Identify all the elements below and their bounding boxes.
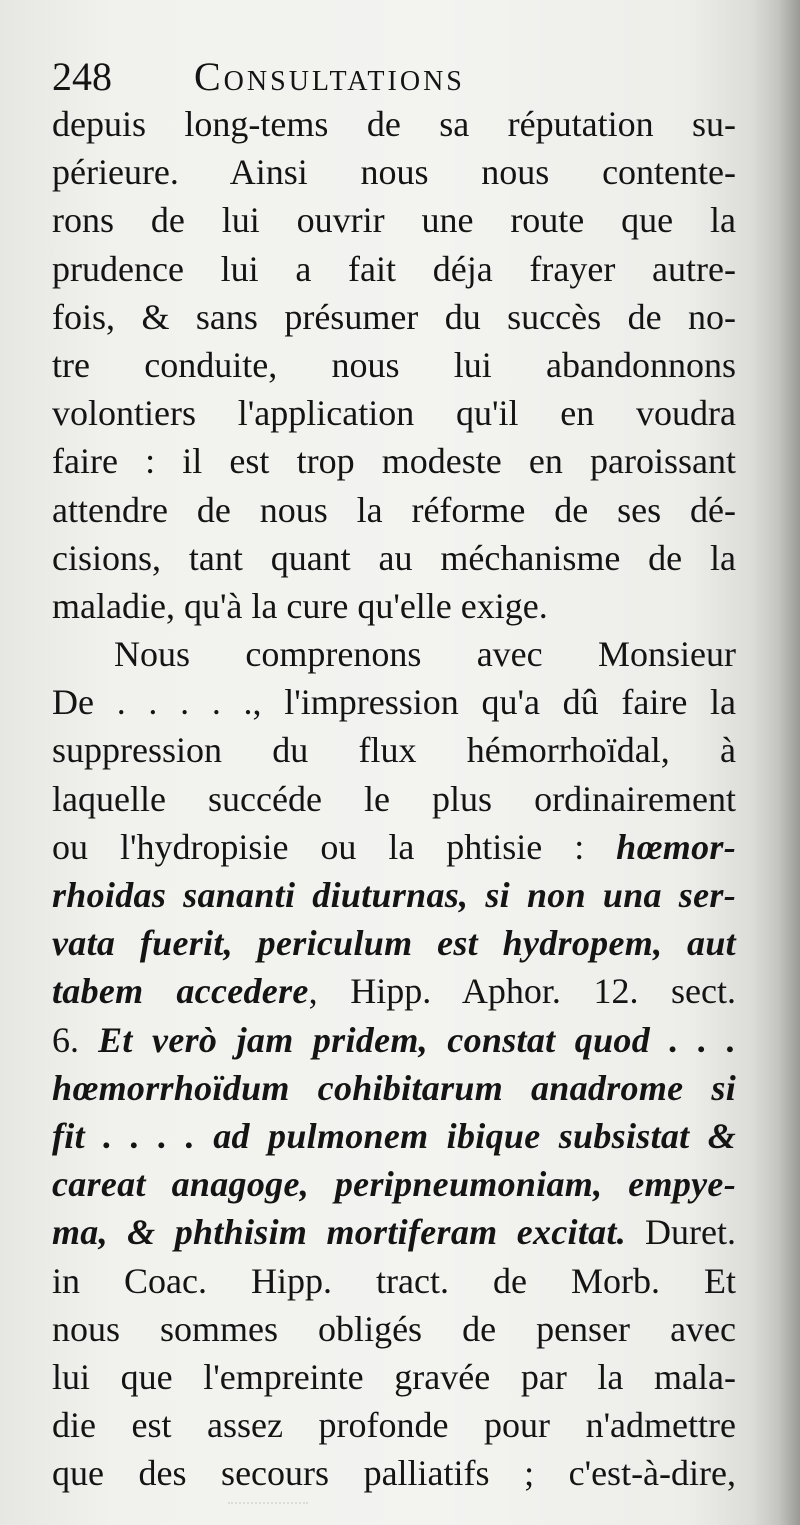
line-text: que des secours palliatifs ; c'est-à-dire,	[52, 1453, 736, 1494]
text-line	[52, 1257, 736, 1305]
latin-quotation-text: ma, & phthisim mortiferam excitat.	[52, 1212, 627, 1253]
text-line	[52, 1401, 736, 1449]
text-line	[52, 823, 736, 871]
text-line	[52, 1016, 736, 1064]
text-line	[52, 341, 736, 389]
line-text: maladie, qu'à la cure qu'elle exige.	[52, 585, 548, 626]
line-text: Duret.	[626, 1212, 736, 1253]
line-text: volontiers l'application qu'il en voudra	[52, 393, 736, 434]
line-text: , Hipp. Aphor. 12. sect.	[308, 971, 736, 1012]
text-line	[52, 582, 736, 630]
text-line	[52, 919, 736, 967]
line-text: lui que l'empreinte gravée par la mala-	[52, 1356, 736, 1397]
line-text: nous sommes obligés de penser avec	[52, 1308, 736, 1349]
line-text: suppression du flux hémorrhoïdal, à	[52, 730, 736, 771]
text-line	[52, 1112, 736, 1160]
latin-quotation-text: hœmor-	[616, 826, 736, 867]
page-edge-shadow	[752, 0, 800, 1525]
text-block	[52, 100, 736, 1497]
latin-quotation-text: vata fuerit, periculum est hydropem, aut	[52, 923, 736, 964]
line-text: faire : il est trop modeste en paroissant	[52, 441, 736, 482]
line-text: cisions, tant quant au méchanisme de la	[52, 537, 736, 578]
text-line	[52, 534, 736, 582]
text-line	[52, 1160, 736, 1208]
line-text: tre conduite, nous lui abandonnons	[52, 344, 736, 385]
text-line	[52, 100, 736, 148]
line-text: die est assez profonde pour n'admettre	[52, 1405, 736, 1446]
line-text: attendre de nous la réforme de ses dé-	[52, 489, 736, 530]
text-line	[52, 389, 736, 437]
text-line	[52, 871, 736, 919]
line-text: ou l'hydropisie ou la phtisie :	[52, 826, 617, 867]
line-text: in Coac. Hipp. tract. de Morb. Et	[52, 1260, 736, 1301]
text-line	[52, 1305, 736, 1353]
line-text: De . . . . ., l'impression qu'a dû faire la	[52, 682, 736, 723]
text-line	[52, 148, 736, 196]
text-line	[52, 1208, 736, 1256]
text-line	[52, 437, 736, 485]
text-line	[52, 1449, 736, 1497]
line-text: fois, & sans présumer du succès de no-	[52, 296, 736, 337]
line-text: laquelle succéde le plus ordinairement	[52, 778, 736, 819]
text-line	[52, 196, 736, 244]
text-line	[52, 486, 736, 534]
running-title: Consultations	[194, 54, 465, 99]
line-text: rons de lui ouvrir une route que la	[52, 200, 736, 241]
line-text: 6.	[52, 1019, 99, 1060]
text-line	[52, 293, 736, 341]
line-text: prudence lui a fait déja frayer autre-	[52, 248, 736, 289]
text-line	[52, 967, 736, 1015]
latin-quotation-text: tabem accedere	[52, 971, 309, 1012]
line-text: Nous comprenons avec Monsieur	[114, 634, 736, 675]
text-line	[52, 726, 736, 774]
running-head	[52, 52, 742, 102]
text-line	[52, 1353, 736, 1401]
text-line	[52, 678, 736, 726]
text-line	[52, 1064, 736, 1112]
latin-quotation-text: hœmorrhoïdum cohibitarum anadrome si	[52, 1067, 736, 1108]
page-number: 248	[52, 54, 112, 99]
latin-quotation-text: rhoidas sananti diuturnas, si non una ser-	[52, 875, 736, 915]
text-line	[52, 775, 736, 823]
latin-quotation-text: fit . . . . ad pulmonem ibique subsistat &	[52, 1115, 736, 1156]
latin-quotation-text: careat anagoge, peripneumoniam, empye-	[52, 1164, 736, 1205]
line-text: depuis long-tems de sa réputation su-	[52, 104, 736, 144]
text-line	[52, 245, 736, 293]
bleed-through-mark	[228, 1470, 308, 1504]
text-line	[52, 630, 736, 678]
latin-quotation-text: Et verò jam pridem, constat quod . . .	[98, 1019, 737, 1060]
line-text: périeure. Ainsi nous nous contente-	[52, 152, 736, 193]
